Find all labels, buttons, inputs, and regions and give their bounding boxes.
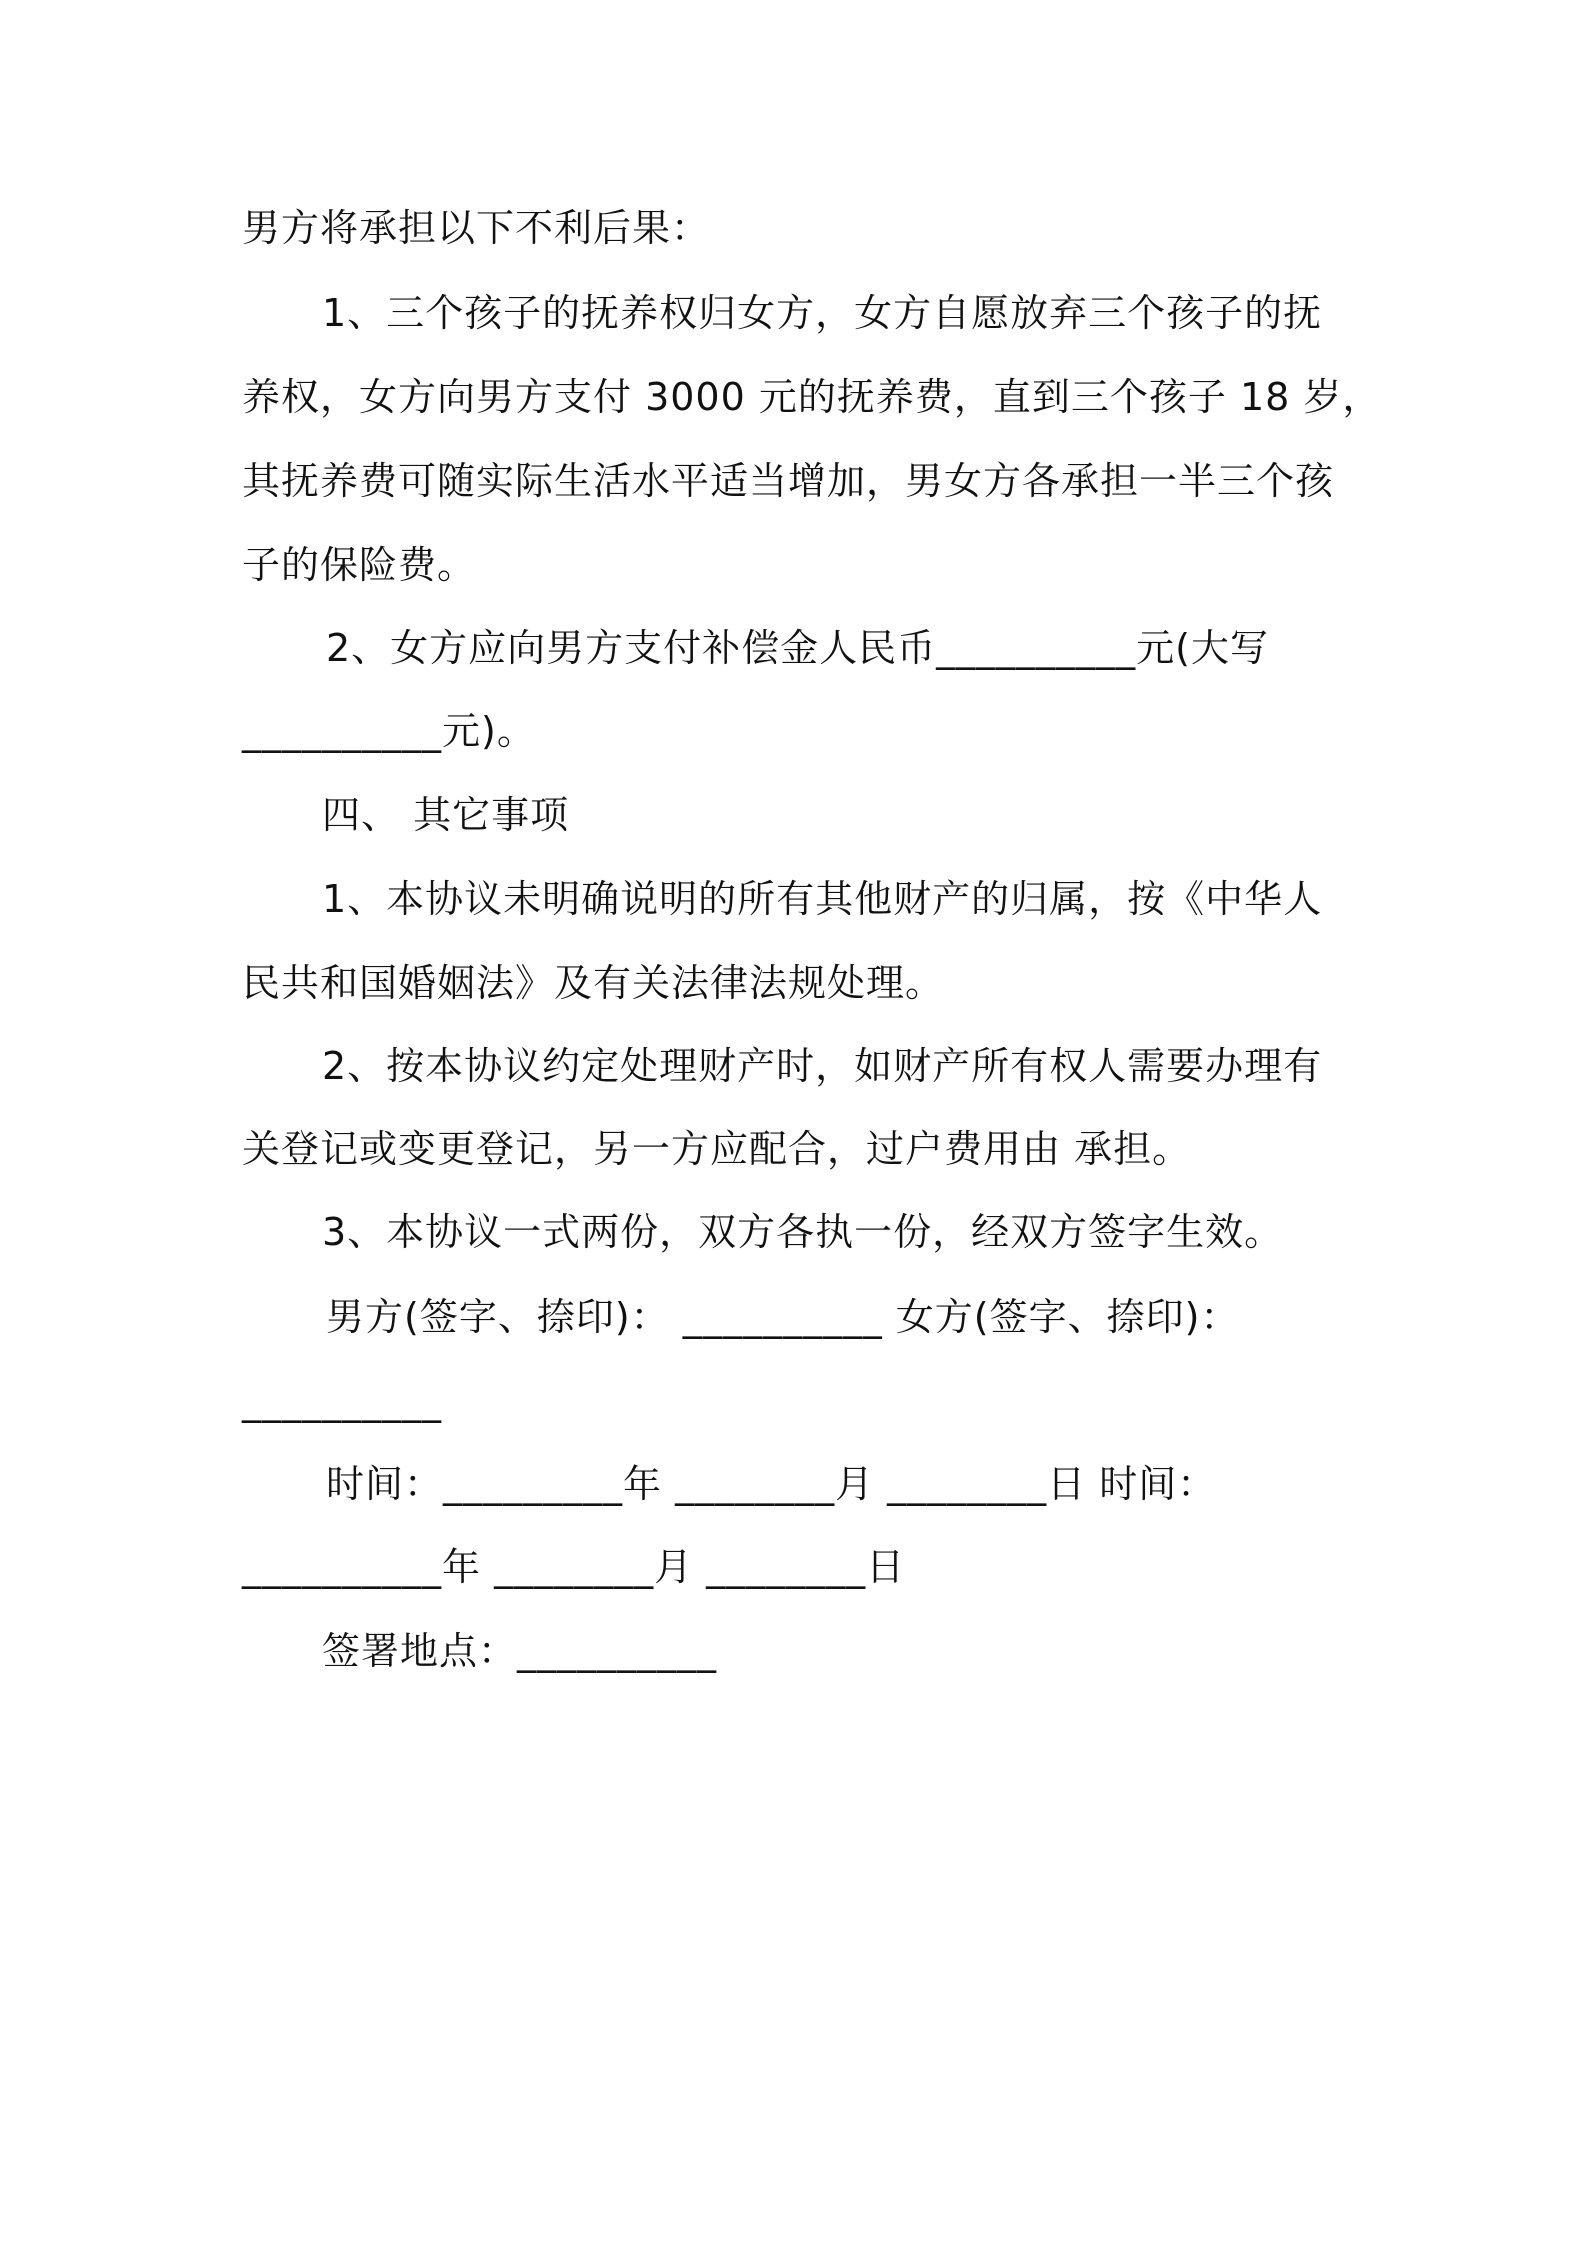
signature-line: 男方(签字、捺印)： __________ 女方(签字、捺印)： [326,1295,1240,1339]
text-line: 3、本协议一式两份，双方各执一份，经双方签字生效。 [322,1210,1284,1254]
text-line: 1、本协议未明确说明的所有其他财产的归属，按《中华人 [322,877,1323,921]
text-line: 男方将承担以下不利后果： [242,206,711,250]
date-line: __________年 ________月 ________日 [242,1545,906,1589]
text-line: 2、女方应向男方支付补偿金人民币__________元(大写 [326,626,1270,670]
text-line: __________元)。 [242,709,536,753]
text-line: 2、按本协议约定处理财产时，如财产所有权人需要办理有 [322,1044,1323,1088]
section-heading: 四、 其它事项 [322,793,570,837]
signing-place-line: 签署地点：__________ [322,1629,718,1673]
date-line: 时间：_________年 ________月 ________日 时间： [326,1462,1217,1506]
signature-blank: __________ [242,1379,442,1423]
text-line: 1、三个孩子的抚养权归女方，女方自愿放弃三个孩子的抚 [322,291,1323,335]
text-line: 民共和国婚姻法》及有关法律法规处理。 [242,961,945,1005]
text-line: 其抚养费可随实际生活水平适当增加，男女方各承担一半三个孩 [242,459,1335,503]
text-line: 关登记或变更登记，另一方应配合，过户费用由 承担。 [242,1127,1192,1171]
text-line: 养权，女方向男方支付 3000 元的抚养费，直到三个孩子 18 岁， [242,375,1382,419]
text-line: 子的保险费。 [242,543,477,587]
